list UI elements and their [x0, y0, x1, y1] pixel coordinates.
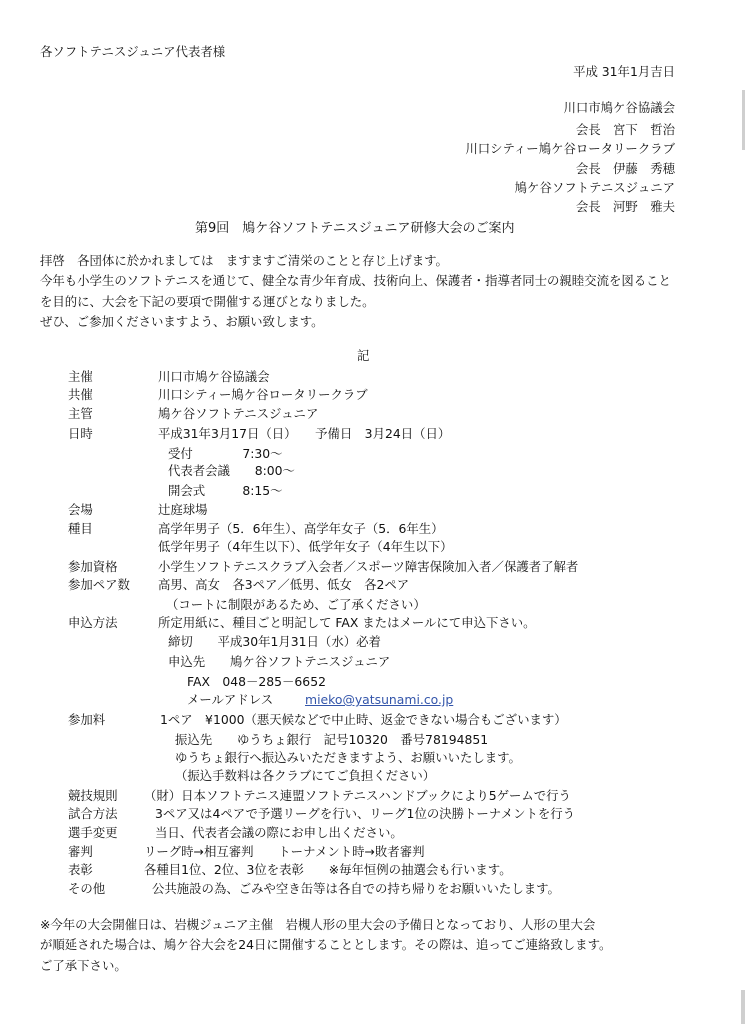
label-sonota: その他 — [68, 881, 106, 896]
addressee: 各ソフトテニスジュニア代表者様 — [40, 44, 226, 59]
label-shinpan: 審判 — [68, 844, 93, 859]
label-kaijo: 会場 — [68, 502, 93, 517]
ki-heading: 記 — [357, 348, 370, 363]
value-kaijo: 辻庭球場 — [158, 502, 208, 517]
value-sonota: 公共施設の為、ごみや空き缶等は各自での持ち帰りをお願いいたします。 — [152, 881, 560, 896]
value-shukan: 鳩ケ谷ソフトテニスジュニア — [158, 406, 319, 421]
email-label: メールアドレス — [187, 692, 274, 707]
intro-line: 拝啓 各団体に於かれましては ますますご清栄のことと存じ上げます。 — [40, 253, 448, 268]
schedule-meeting: 代表者会議 8:00～ — [168, 463, 295, 478]
schedule-opening: 開会式 8:15～ — [168, 483, 283, 498]
sender-org-1: 川口市鳩ケ谷協議会 — [563, 100, 675, 115]
label-hyosho: 表彰 — [68, 862, 93, 877]
value-nichiji: 平成31年3月17日（日） 予備日 3月24日（日） — [158, 426, 451, 441]
label-henko: 選手変更 — [68, 825, 118, 840]
intro-line: ぜひ、ご参加くださいますよう、お願い致します。 — [40, 314, 324, 329]
value-shumoku-1: 高学年男子（5．6年生）、高学年女子（5．6年生） — [158, 521, 444, 536]
value-hyosho: 各種目1位、2位、3位を表彰 ※毎年恒例の抽選会も行います。 — [144, 862, 512, 877]
application-destination: 申込先 鳩ケ谷ソフトテニスジュニア — [168, 654, 391, 669]
footer-note-line: ※今年の大会開催日は、岩槻ジュニア主催 岩槻人形の里大会の予備日となっており、人形の里大会 — [40, 917, 596, 932]
value-pair: 高男、高女 各3ペア／低男、低女 各2ペア — [158, 577, 410, 592]
label-ryokin: 参加料 — [68, 712, 106, 727]
schedule-reception: 受付 7:30～ — [168, 446, 283, 461]
label-kisoku: 競技規則 — [68, 788, 118, 803]
label-nichiji: 日時 — [68, 426, 93, 441]
value-shikaku: 小学生ソフトテニスクラブ入会者／スポーツ障害保険加入者／保護者了解者 — [158, 559, 579, 574]
label-shusai: 主催 — [68, 369, 93, 384]
footer-note-line: ご了承下さい。 — [40, 958, 127, 973]
label-shiai: 試合方法 — [68, 806, 118, 821]
deadline: 締切 平成30年1月31日（水）必着 — [168, 634, 381, 649]
sender-chair-2: 会長 伊藤 秀穂 — [575, 161, 675, 176]
label-pair: 参加ペア数 — [68, 577, 130, 592]
value-shusai: 川口市鳩ケ谷協議会 — [158, 369, 270, 384]
document-date: 平成 31年1月吉日 — [573, 64, 675, 79]
footer-note-line: が順延された場合は、鳩ケ谷大会を24日に開催することとします。その際は、追ってご連絡致します。 — [40, 937, 612, 952]
document-title: 第9回 鳩ケ谷ソフトテニスジュニア研修大会のご案内 — [195, 221, 515, 236]
label-moushikomi: 申込方法 — [68, 615, 118, 630]
value-shumoku-2: 低学年男子（4年生以下）、低学年女子（4年生以下） — [158, 539, 453, 554]
bank-transfer: 振込先 ゆうちょ銀行 記号10320 番号78194851 — [175, 732, 489, 747]
sender-chair-3: 会長 河野 雅夫 — [575, 199, 675, 214]
pair-note: （コートに制限があるため、ご了承ください） — [166, 597, 426, 612]
transfer-fee-note: （振込手数料は各クラブにてご負担ください） — [175, 768, 436, 783]
scan-edge-mark — [741, 990, 745, 1024]
label-shumoku: 種目 — [68, 521, 93, 536]
label-shikaku: 参加資格 — [68, 559, 118, 574]
value-kisoku: （財）日本ソフトテニス連盟ソフトテニスハンドブックにより5ゲームで行う — [144, 788, 571, 803]
value-moushikomi: 所定用紙に、種目ごと明記して FAX またはメールにて申込下さい。 — [158, 615, 536, 630]
sender-chair-1: 会長 宮下 哲治 — [575, 122, 675, 137]
value-shinpan: リーグ時→相互審判 トーナメント時→敗者審判 — [144, 844, 425, 859]
transfer-request: ゆうちょ銀行へ振込みいただきますよう、お願いいたします。 — [175, 750, 521, 765]
sender-org-2: 川口シティー鳩ケ谷ロータリークラブ — [465, 141, 675, 156]
label-kyosai: 共催 — [68, 387, 93, 402]
sender-org-3: 鳩ケ谷ソフトテニスジュニア — [514, 180, 675, 195]
value-kyosai: 川口シティー鳩ケ谷ロータリークラブ — [158, 387, 368, 402]
email-link[interactable]: mieko@yatsunami.co.jp — [305, 692, 454, 707]
fax-number: FAX 048－285－6652 — [187, 674, 326, 689]
label-shukan: 主管 — [68, 406, 93, 421]
intro-line: 今年も小学生のソフトテニスを通じて、健全な青少年育成、技術向上、保護者・指導者同士の親睦交流を図ること — [40, 273, 671, 288]
value-ryokin: 1ペア ¥1000（悪天候などで中止時、返金できない場合もございます） — [160, 712, 567, 727]
value-henko: 当日、代表者会議の際にお申し出ください。 — [155, 825, 403, 840]
intro-line: を目的に、大会を下記の要項で開催する運びとなりました。 — [40, 294, 375, 309]
value-shiai: 3ペア又は4ペアで予選リーグを行い、リーグ1位の決勝トーナメントを行う — [155, 806, 576, 821]
